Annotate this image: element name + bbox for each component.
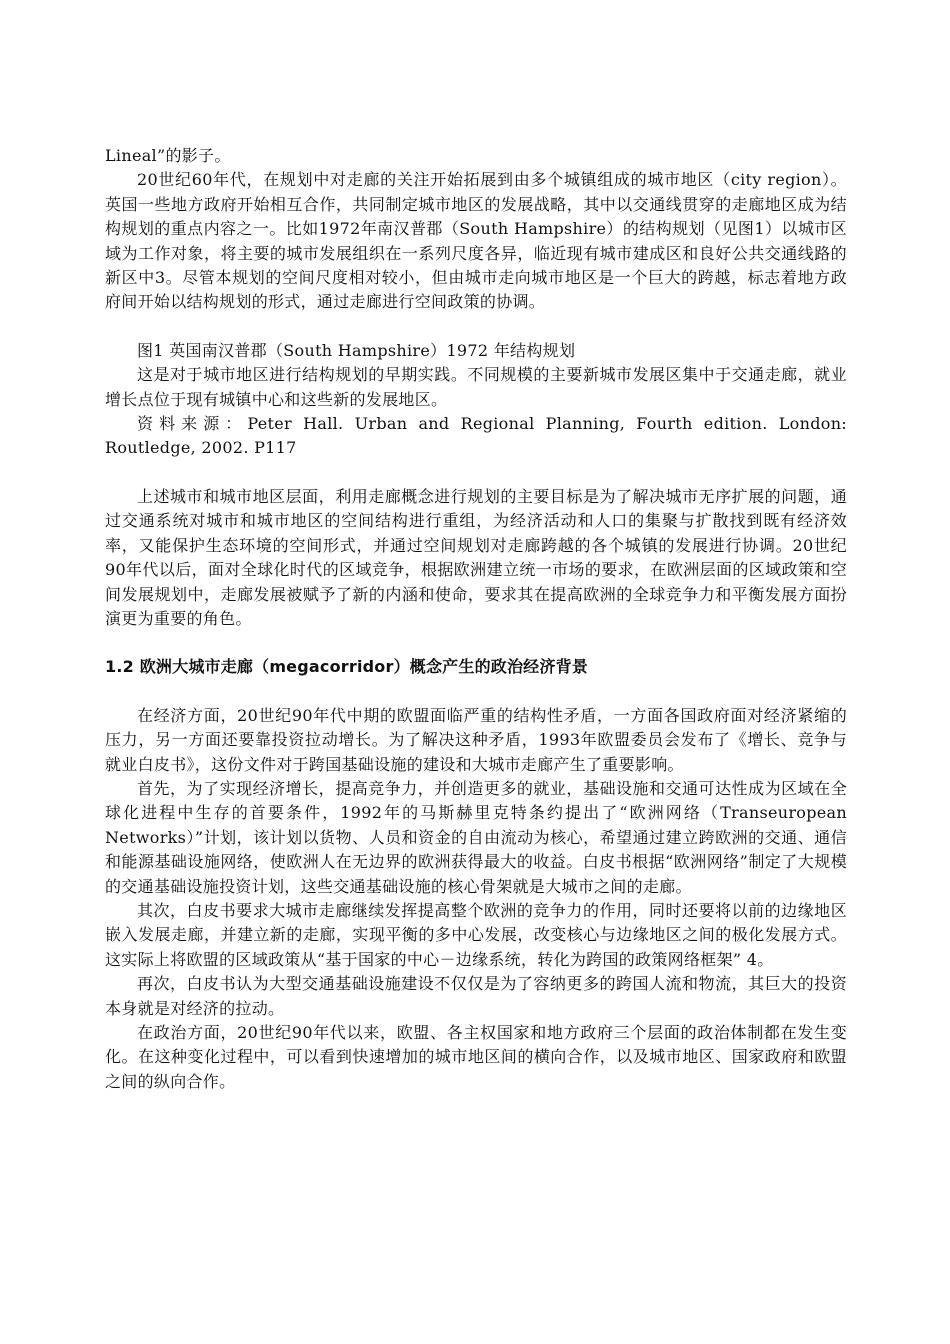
spacer bbox=[105, 315, 847, 339]
paragraph-second: 其次，白皮书要求大城市走廊继续发挥提高整个欧洲的竞争力的作用，同时还要将以前的边缘地区嵌入发展走廊，并建立新的走廊，实现平衡的多中心发展，改变核心与边缘地区之间的极化发展方式。这实际上将欧盟的区域政策从“基于国家的中心－边缘系统，转化为跨国的政策网络框架” 4。 bbox=[105, 900, 847, 969]
figure-description: 这是对于城市地区进行结构规划的早期实践。不同规模的主要新城市发展区集中于交通走廊，就业增长点位于现有城镇中心和这些新的发展地区。 bbox=[105, 365, 847, 409]
paragraph-lineal-end: Lineal”的影子。 bbox=[105, 146, 231, 165]
spacer bbox=[105, 631, 847, 655]
paragraph-first: 首先，为了实现经济增长，提高竞争力，并创造更多的就业，基础设施和交通可达性成为区域在全球化进程中生存的首要条件，1992年的马斯赫里克特条约提出了“欧洲网络（Transeuropean Networks）”计划，该计划以货物、人员和资金的自由流动为核心，希望通过建立跨欧洲的交通、通信和能源基础设施网络，使欧洲人在无边界的欧洲获得最大的收益。白皮书根据“欧洲网络”制定了大规模的交通基础设施投资计划，这些交通基础设施的核心骨架就是大城市之间的走廊。 bbox=[105, 778, 847, 896]
paragraph-summary: 上述城市和城市地区层面，利用走廊概念进行规划的主要目标是为了解决城市无序扩展的问题，通过交通系统对城市和城市地区的空间结构进行重组，为经济活动和人口的集聚与扩散找到既有经济效率，又能保护生态环境的空间形式，并通过空间规划对走廊跨越的各个城镇的发展进行协调。20世纪90年代以后，面对全球化时代的区域竞争，根据欧洲建立统一市场的要求，在欧洲层面的区域政策和空间发展规划中，走廊发展被赋予了新的内涵和使命，要求其在提高欧洲的全球竞争力和平衡发展方面扮演更为重要的角色。 bbox=[105, 486, 847, 628]
section-heading-1-2: 1.2 欧洲大城市走廊（megacorridor）概念产生的政治经济背景 bbox=[105, 657, 588, 677]
spacer bbox=[105, 461, 847, 485]
document-page bbox=[105, 144, 847, 1094]
figure-caption: 图1 英国南汉普郡（South Hampshire）1972 年结构规划 bbox=[137, 340, 576, 360]
paragraph-economy: 在经济方面，20世纪90年代中期的欧盟面临严重的结构性矛盾，一方面各国政府面对经济紧缩的压力，另一方面还要靠投资拉动增长。为了解决这种矛盾，1993年欧盟委员会发布了《增长、竞争与就业白皮书》，这份文件对于跨国基础设施的建设和大城市走廊产生了重要影响。 bbox=[105, 705, 847, 774]
paragraph-1960s-city-region: 20世纪60年代，在规划中对走廊的关注开始拓展到由多个城镇组成的城市地区（city region）。英国一些地方政府开始相互合作，共同制定城市地区的发展战略，其中以交通线贯穿的走廊地区成为结构规划的重点内容之一。比如1972年南汉普郡（South Hampshire）的结构规划（见图1）以城市区域为工作对象，将主要的城市发展组织在一系列尺度各异，临近现有城市建成区和良好公共交通线路的新区中3。尽管本规划的空间尺度相对较小，但由城市走向城市地区是一个巨大的跨越，标志着地方政府间开始以结构规划的形式，通过走廊进行空间政策的协调。 bbox=[105, 170, 847, 312]
paragraph-third: 再次，白皮书认为大型交通基础设施建设不仅仅是为了容纳更多的跨国人流和物流，其巨大的投资本身就是对经济的拉动。 bbox=[105, 974, 847, 1018]
spacer bbox=[105, 680, 847, 704]
paragraph-politics: 在政治方面，20世纪90年代以来，欧盟、各主权国家和地方政府三个层面的政治体制都在发生变化。在这种变化过程中，可以看到快速增加的城市地区间的横向合作，以及城市地区、国家政府和欧盟之间的纵向合作。 bbox=[105, 1023, 847, 1091]
figure-source: 资料来源：Peter Hall. Urban and Regional Planning, Fourth edition. London: Routledge, 2002. P117 bbox=[105, 414, 847, 458]
